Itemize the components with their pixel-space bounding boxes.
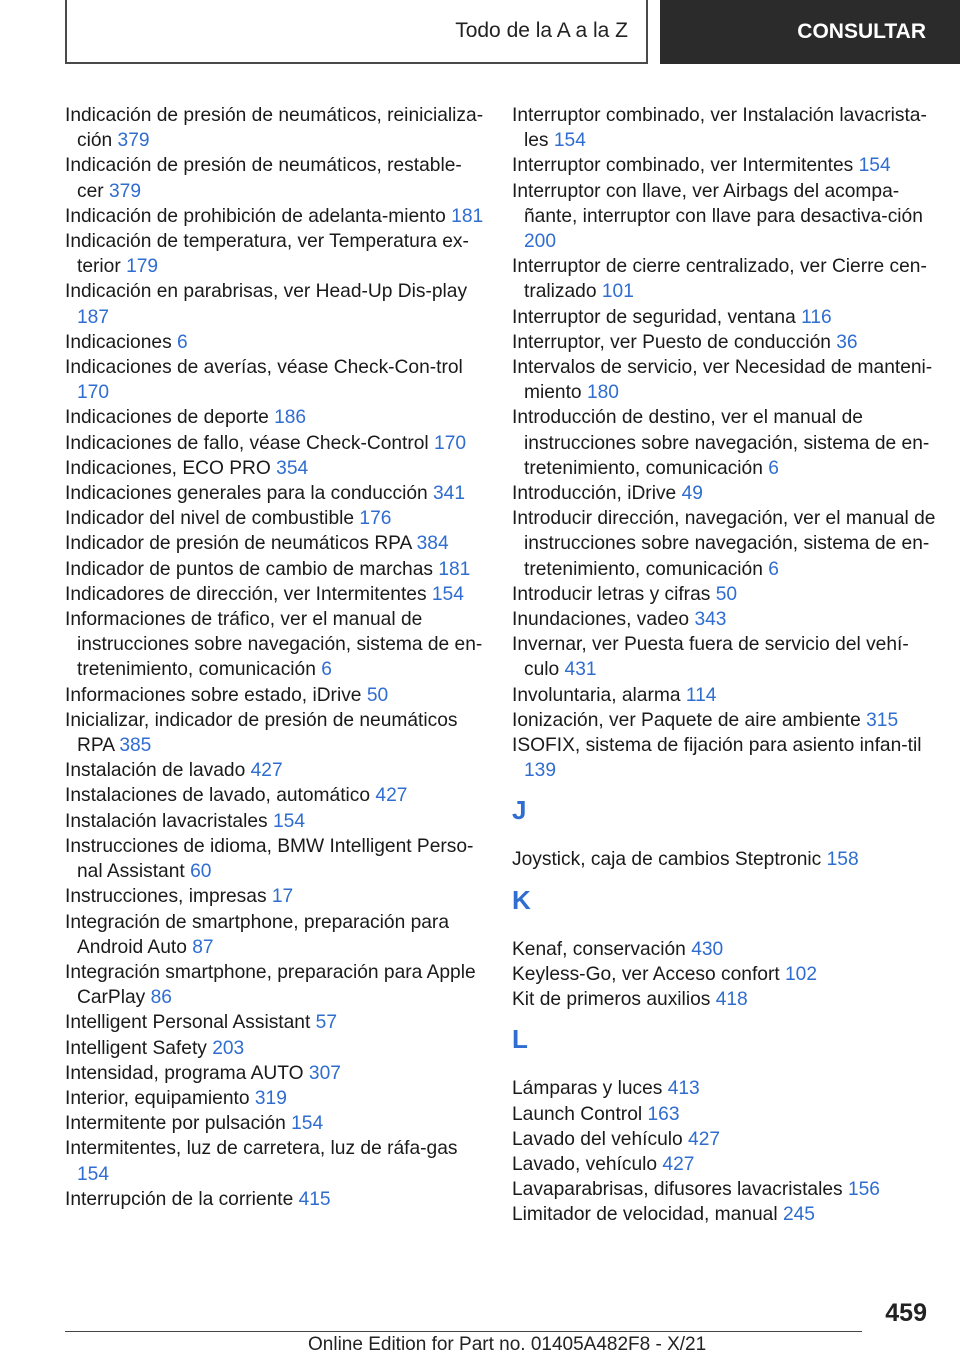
index-entry — [65, 960, 485, 1010]
index-page-link[interactable]: 6 — [177, 331, 188, 353]
index-page-link[interactable]: 385 — [119, 735, 152, 757]
page-number: 459 — [885, 1299, 927, 1327]
index-entry-text: Invernar, ver Puesta fuera de servicio del vehí-culo — [512, 634, 909, 681]
index-entry-text: Indicación de presión de neumáticos, restable-cer — [65, 155, 462, 202]
index-page-link[interactable]: 101 — [601, 281, 634, 303]
index-page-link[interactable]: 154 — [431, 583, 464, 605]
index-letter-heading: L — [512, 1024, 528, 1055]
index-entry — [512, 683, 936, 708]
index-entry — [512, 405, 936, 481]
index-entry-text: Introducir dirección, navegación, ver el manual de instrucciones sobre navegación, sistema de en-tretenimiento, comunicación — [512, 508, 936, 580]
index-entry — [65, 229, 485, 279]
index-page-link[interactable]: 203 — [212, 1037, 245, 1059]
index-entry — [512, 1202, 936, 1227]
index-entry-text: Indicaciones, ECO PRO — [65, 457, 271, 479]
index-entry-text: Indicación en parabrisas, ver Head-Up Dis-play — [65, 281, 468, 303]
index-entry-text: Joystick, caja de cambios Steptronic — [512, 849, 822, 871]
index-entry — [65, 582, 485, 607]
index-entry-text: Ionización, ver Paquete de aire ambiente — [512, 709, 861, 731]
index-entry — [65, 103, 485, 153]
index-page-link[interactable]: 307 — [308, 1062, 341, 1084]
index-entry — [65, 783, 485, 808]
index-page-link[interactable]: 187 — [77, 306, 110, 328]
index-entry-text: Indicaciones de deporte — [65, 407, 269, 429]
index-page-link[interactable]: 6 — [768, 457, 779, 479]
index-entry-text: Intermitente por pulsación — [65, 1113, 286, 1135]
index-entry — [65, 531, 485, 556]
index-entry — [512, 481, 936, 506]
index-page-link[interactable]: 154 — [77, 1163, 110, 1185]
index-entry-text: Indicaciones de averías, véase Check-Con-trol — [65, 357, 463, 379]
index-entry-text: Involuntaria, alarma — [512, 684, 681, 706]
index-entry-text: Interruptor combinado, ver Instalación lavacrista-les — [512, 105, 927, 152]
index-entry-text: Indicaciones generales para la conducción — [65, 483, 428, 505]
index-page-link[interactable]: 427 — [662, 1153, 695, 1175]
index-entry-text: Indicador del nivel de combustible — [65, 508, 355, 530]
index-entry — [512, 179, 936, 255]
index-entry — [512, 305, 936, 330]
index-entry-text: Limitador de velocidad, manual — [512, 1204, 778, 1226]
index-page-link[interactable]: 176 — [359, 508, 392, 530]
index-entry — [512, 1177, 936, 1202]
index-page-link[interactable]: 315 — [866, 709, 899, 731]
index-entry-text: Instrucciones, impresas — [65, 886, 267, 908]
index-page-link[interactable]: 427 — [250, 760, 283, 782]
index-entry — [512, 847, 936, 872]
index-entry-text: ISOFIX, sistema de fijación para asiento infan-til — [512, 735, 922, 757]
index-entry — [512, 1127, 936, 1152]
index-page-link[interactable]: 430 — [691, 938, 724, 960]
index-entry — [65, 607, 485, 683]
index-page-link[interactable]: 57 — [315, 1012, 338, 1034]
index-entry — [65, 683, 485, 708]
index-entry-text: Instrucciones de idioma, BMW Intelligent Perso-nal Assistant — [65, 835, 474, 883]
index-entry — [512, 506, 936, 582]
index-entry — [65, 1036, 485, 1061]
index-page-link[interactable]: 49 — [681, 483, 703, 505]
index-page-link[interactable]: 427 — [375, 785, 408, 807]
index-entry-text: Introducción de destino, ver el manual de instrucciones sobre navegación, sistema de en-tretenimiento, comunicación — [512, 407, 930, 479]
index-entry-text: Introducción, iDrive — [512, 483, 677, 505]
index-page-link[interactable]: 427 — [688, 1128, 721, 1150]
index-entry-text: Indicador de puntos de cambio de marchas — [65, 558, 433, 580]
index-entry-text: Lámparas y luces — [512, 1078, 663, 1100]
index-entry-text: Instalaciones de lavado, automático — [65, 785, 371, 807]
index-page-link[interactable]: 154 — [291, 1113, 324, 1135]
index-entry — [65, 481, 485, 506]
index-page-link[interactable]: 154 — [272, 810, 305, 832]
index-page-link[interactable]: 102 — [785, 963, 818, 985]
index-page-link[interactable]: 354 — [276, 457, 309, 479]
index-page-link[interactable]: 379 — [109, 180, 142, 202]
index-entry — [65, 405, 485, 430]
index-entry-text: Inundaciones, vadeo — [512, 609, 690, 631]
index-entry-text: Integración smartphone, preparación para Apple CarPlay — [65, 961, 476, 1009]
index-page-link[interactable]: 6 — [321, 659, 332, 681]
index-page-link[interactable]: 170 — [77, 382, 110, 404]
index-page-link[interactable]: 60 — [190, 861, 212, 883]
index-page-link[interactable]: 180 — [586, 382, 619, 404]
index-entry-text: Launch Control — [512, 1103, 643, 1125]
index-page-link[interactable]: 114 — [685, 684, 717, 706]
index-entry-text: Lavaparabrisas, difusores lavacristales — [512, 1179, 843, 1201]
index-page-link[interactable]: 379 — [117, 130, 150, 152]
index-entry-text: Indicador de presión de neumáticos RPA — [65, 533, 412, 555]
index-column-left — [65, 103, 485, 1212]
index-page-link[interactable]: 50 — [715, 583, 738, 605]
index-entry — [512, 607, 936, 632]
index-entry-text: Interruptor de cierre centralizado, ver Cierre cen-tralizado — [512, 256, 927, 303]
index-entry-text: Informaciones de tráfico, ver el manual de instrucciones sobre navegación, sistema de en-tretenimiento, comunicación — [65, 609, 483, 681]
footer-divider — [65, 1331, 862, 1332]
index-page-link[interactable]: 181 — [451, 205, 484, 227]
index-entry — [65, 456, 485, 481]
index-page-link[interactable]: 343 — [694, 609, 727, 631]
index-entry — [65, 758, 485, 783]
index-entry — [65, 1010, 485, 1035]
consult-tab[interactable] — [660, 0, 960, 64]
index-page-link[interactable]: 200 — [524, 231, 557, 253]
index-entry — [512, 632, 936, 682]
index-entry — [65, 1061, 485, 1086]
index-entry-text: Interruptor de seguridad, ventana — [512, 306, 796, 328]
index-entry — [65, 910, 485, 960]
index-entry-text: Instalación de lavado — [65, 760, 246, 782]
index-entry-text: Interruptor con llave, ver Airbags del acompa-ñante, interruptor con llave para desactiva-ción — [512, 180, 923, 227]
index-page-link[interactable]: 139 — [524, 760, 557, 782]
index-entry — [512, 330, 936, 355]
index-entry-text: Inicializar, indicador de presión de neumáticos RPA — [65, 709, 458, 757]
index-entry — [512, 1102, 936, 1127]
index-entry-text: Indicación de prohibición de adelanta-miento — [65, 205, 446, 227]
index-entry — [65, 809, 485, 834]
index-page-link[interactable]: 154 — [553, 130, 586, 152]
index-entry — [65, 834, 485, 884]
index-page-link[interactable]: 158 — [826, 849, 859, 871]
index-entry — [65, 557, 485, 582]
index-page-link[interactable]: 181 — [438, 558, 471, 580]
index-entry — [512, 962, 936, 987]
index-entry — [65, 1187, 485, 1212]
index-entry-text: Intervalos de servicio, ver Necesidad de manteni-miento — [512, 357, 933, 404]
index-page-link[interactable]: 418 — [715, 989, 748, 1011]
index-entry — [512, 1076, 936, 1101]
index-entry — [65, 330, 485, 355]
index-entry-text: Lavado del vehículo — [512, 1128, 683, 1150]
index-entry-text: Indicaciones de fallo, véase Check-Control — [65, 432, 429, 454]
index-letter-heading: K — [512, 884, 531, 915]
index-entry-text: Instalación lavacristales — [65, 810, 268, 832]
index-entry-text: Interruptor combinado, ver Intermitentes — [512, 155, 854, 177]
section-tab-label: Todo de la A a la Z — [455, 19, 628, 42]
index-entry-text: Interrupción de la corriente — [65, 1188, 294, 1210]
index-entry-text: Intelligent Personal Assistant — [65, 1012, 311, 1034]
index-page-link[interactable]: 179 — [126, 256, 159, 278]
index-entry — [65, 431, 485, 456]
index-entry — [65, 708, 485, 758]
index-entry — [512, 1152, 936, 1177]
index-entry-text: Informaciones sobre estado, iDrive — [65, 684, 362, 706]
consult-tab-label: CONSULTAR — [797, 20, 926, 43]
index-entry-text: Intensidad, programa AUTO — [65, 1062, 304, 1084]
index-entry-text: Intermitentes, luz de carretera, luz de ráfa-gas — [65, 1138, 458, 1160]
index-entry — [512, 987, 936, 1012]
index-page-link[interactable]: 116 — [801, 306, 832, 328]
index-entry-text: Integración de smartphone, preparación para Android Auto — [65, 911, 449, 958]
index-entry-text: Lavado, vehículo — [512, 1153, 658, 1175]
index-entry-text: Indicaciones — [65, 331, 172, 353]
index-page-link[interactable]: 87 — [192, 936, 214, 958]
index-page-link[interactable]: 431 — [564, 659, 597, 681]
index-entry — [512, 708, 936, 733]
index-entry — [65, 1086, 485, 1111]
index-page-link[interactable]: 170 — [434, 432, 467, 454]
index-page-link[interactable]: 6 — [768, 558, 779, 580]
index-entry — [65, 279, 485, 329]
index-page-link[interactable]: 384 — [416, 533, 449, 555]
index-entry — [512, 582, 936, 607]
index-entry — [65, 355, 485, 405]
index-entry — [65, 153, 485, 203]
index-page-link[interactable]: 36 — [836, 331, 858, 353]
index-entry — [65, 506, 485, 531]
index-entry-text: Introducir letras y cifras — [512, 583, 711, 605]
index-page-link[interactable]: 86 — [150, 987, 172, 1009]
index-page-link[interactable]: 17 — [271, 886, 294, 908]
index-entry-text: Interior, equipamiento — [65, 1087, 250, 1109]
index-page-link[interactable]: 163 — [647, 1103, 680, 1125]
index-entry-text: Indicación de presión de neumáticos, reinicializa-ción — [65, 105, 484, 152]
index-page-link[interactable]: 415 — [298, 1188, 331, 1210]
footer-edition-text: Online Edition for Part no. 01405A482F8 - X/21 — [308, 1334, 707, 1355]
index-entry — [65, 204, 485, 229]
index-letter-heading: J — [512, 795, 527, 826]
index-entry-text: Kit de primeros auxilios — [512, 989, 711, 1011]
index-entry — [512, 355, 936, 405]
index-page-link[interactable]: 319 — [254, 1087, 287, 1109]
index-entry — [512, 937, 936, 962]
index-page-link[interactable]: 50 — [366, 684, 389, 706]
index-entry — [512, 254, 936, 304]
section-tab[interactable] — [65, 0, 648, 64]
index-page-link[interactable]: 154 — [858, 155, 891, 177]
index-entry-text: Keyless-Go, ver Acceso confort — [512, 963, 780, 985]
index-column-right — [512, 103, 936, 1228]
index-page-link[interactable]: 341 — [433, 483, 466, 505]
index-page-link[interactable]: 413 — [667, 1078, 700, 1100]
index-entry-text: Kenaf, conservación — [512, 938, 686, 960]
index-page-link[interactable]: 245 — [782, 1204, 815, 1226]
index-page-link[interactable]: 186 — [274, 407, 307, 429]
index-entry-text: Indicadores de dirección, ver Intermitentes — [65, 583, 427, 605]
index-entry — [65, 1111, 485, 1136]
index-entry — [512, 733, 936, 783]
index-entry-text: Indicación de temperatura, ver Temperatura ex-terior — [65, 231, 469, 278]
index-page-link[interactable]: 156 — [847, 1179, 880, 1201]
index-entry — [65, 884, 485, 909]
index-entry — [512, 153, 936, 178]
index-entry-text: Interruptor, ver Puesto de conducción — [512, 331, 831, 353]
index-entry-text: Intelligent Safety — [65, 1037, 207, 1059]
index-entry — [512, 103, 936, 153]
index-entry — [65, 1136, 485, 1186]
